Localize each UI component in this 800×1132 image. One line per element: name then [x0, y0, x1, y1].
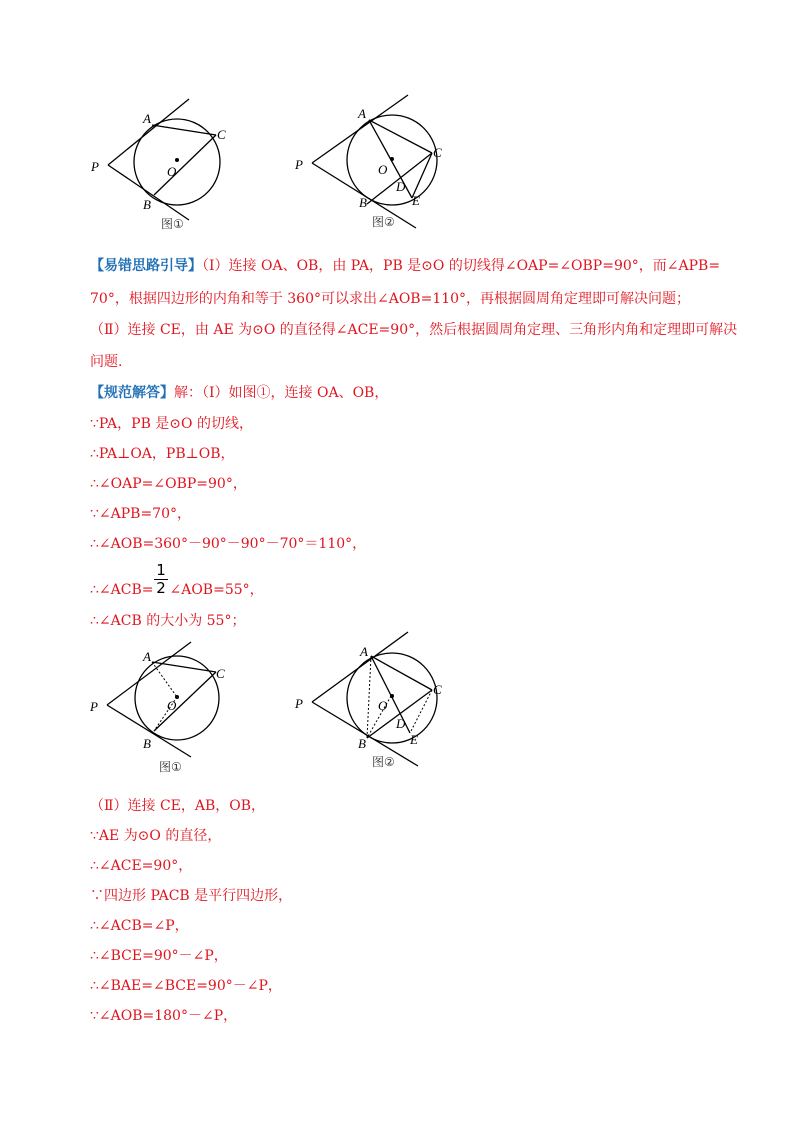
solution-intro [90, 383, 388, 403]
part-2-intro: （Ⅱ）连接 CE，AB，OB， [90, 798, 266, 814]
point-o-label: O [378, 162, 388, 177]
figure-1-top [85, 95, 235, 235]
guide-line-2: 70°，根据四边形的内角和等于 360°可以求出∠AOB=110°，再根据圆周角定理即可解决问题； [90, 291, 691, 307]
figure-2-mid [290, 630, 460, 775]
point-a-label: A [143, 649, 151, 664]
step-t3: ∵四边形 PACB 是平行四边形， [90, 888, 293, 904]
step-4: ∵∠APB=70°， [90, 506, 192, 522]
guide-text-1: （Ⅰ）连接 OA、OB，由 PA，PB 是⊙O 的切线得∠OAP=∠OBP=90°，而∠APB= [202, 258, 721, 274]
point-p-label: P [295, 696, 303, 711]
point-a-label: A [143, 111, 151, 126]
step-2: ∴PA⊥OA，PB⊥OB， [90, 446, 235, 462]
step-7: ∴∠ACB 的大小为 55°； [90, 613, 246, 629]
point-c-label: C [433, 145, 442, 160]
step-1: ∵PA，PB 是⊙O 的切线， [90, 416, 253, 432]
point-d-label: D [396, 179, 406, 194]
guide-line-1 [90, 256, 720, 276]
step-t4: ∴∠ACB=∠P， [90, 918, 189, 934]
point-e-label: E [410, 732, 418, 747]
fraction-denominator: 2 [156, 579, 166, 597]
figure-caption: 图① [159, 760, 182, 774]
guide-line-4: 问题. [90, 354, 123, 370]
step-t2: ∴∠ACE=90°， [90, 858, 193, 874]
step-6-suffix: ∠AOB=55°， [169, 582, 264, 598]
step-6 [90, 580, 264, 600]
fraction-one-half [154, 562, 168, 597]
solution-intro-text: 解：（Ⅰ）如图①，连接 OA、OB， [174, 385, 389, 401]
guide-line-3: （Ⅱ）连接 CE，由 AE 为⊙O 的直径得∠ACE=90°，然后根据圆周角定理、三角形内角和定理即可解决 [90, 322, 738, 338]
figure-caption: 图② [372, 215, 395, 229]
point-d-label: D [396, 716, 406, 731]
step-t5: ∴∠BCE=90°－∠P， [90, 948, 228, 964]
point-o-label: O [378, 698, 388, 713]
point-b-label: B [143, 197, 151, 212]
step-5: ∴∠AOB=360°－90°－90°－70°＝110°， [90, 536, 367, 552]
figure-1-mid [85, 640, 235, 780]
fraction-numerator: 1 [154, 562, 168, 580]
point-b-label: B [143, 736, 151, 751]
point-c-label: C [433, 682, 442, 697]
point-p-label: P [90, 699, 98, 714]
figure-caption: 图② [372, 755, 395, 769]
step-t1: ∵AE 为⊙O 的直径， [90, 828, 222, 844]
point-b-label: B [359, 195, 367, 210]
point-c-label: C [217, 127, 226, 142]
guide-title: 【易错思路引导】 [90, 258, 202, 274]
solution-title: 【规范解答】 [90, 385, 174, 401]
point-b-label: B [358, 736, 366, 751]
step-6-prefix: ∴∠ACB= [90, 582, 154, 598]
point-p-label: P [91, 159, 99, 174]
figure-2-top [290, 93, 460, 235]
point-a-label: A [360, 644, 368, 659]
point-a-label: A [358, 106, 366, 121]
point-o-label: O [167, 698, 177, 713]
point-c-label: C [216, 666, 225, 681]
point-o-label: O [167, 164, 177, 179]
step-3: ∴∠OAP=∠OBP=90°， [90, 476, 247, 492]
point-e-label: E [412, 193, 420, 208]
point-p-label: P [295, 157, 303, 172]
figure-caption: 图① [161, 217, 184, 231]
step-t7: ∵∠AOB=180°－∠P， [90, 1008, 238, 1024]
step-t6: ∴∠BAE=∠BCE=90°－∠P， [90, 978, 282, 994]
